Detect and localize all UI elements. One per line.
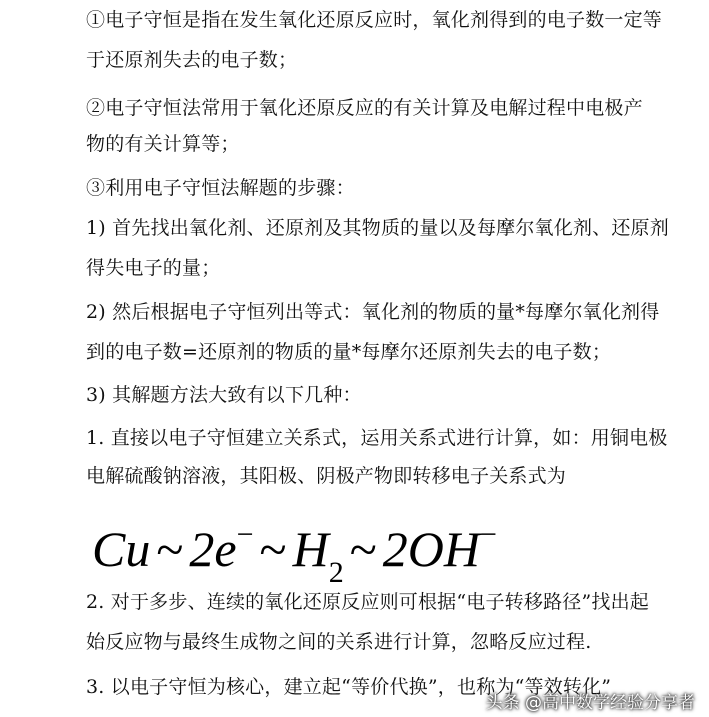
watermark-label: 头条 @高中数学经验分享者 — [485, 693, 695, 713]
formula-subscript: 2 — [328, 556, 344, 589]
text-line: 3. 以电子守恒为核心，建立起“等价代换”，也称为“等效转化” — [86, 676, 612, 698]
text-line: 物的有关计算等； — [86, 133, 240, 155]
text-line: 到的电子数=还原剂的物质的量*每摩尔还原剂失去的电子数； — [86, 341, 612, 363]
formula-superscript: − — [236, 518, 254, 551]
text-line: ①电子守恒是指在发生氧化还原反应时，氧化剂得到的电子数一定等 — [86, 9, 663, 31]
text-line: 2. 对于多步、连续的氧化还原反应则可根据“电子转移路径”找出起 — [86, 591, 649, 613]
text-line: 于还原剂失去的电子数； — [86, 49, 298, 71]
formula-tilde: ~ — [259, 521, 287, 577]
formula-superscript: − — [480, 518, 497, 551]
text-line: 始反应物与最终生成物之间的关系进行计算，忽略反应过程. — [86, 631, 592, 653]
text-line: 得失电子的量； — [86, 257, 221, 279]
text-line: ②电子守恒法常用于氧化还原反应的有关计算及电解过程中电极产 — [86, 97, 643, 119]
formula-tilde: ~ — [156, 521, 184, 577]
reaction-formula — [92, 505, 497, 589]
formula-term: Cu — [92, 521, 151, 577]
formula-term: H — [292, 521, 329, 577]
text-line: 3) 其解题方法大致有以下几种： — [86, 384, 362, 406]
formula-term: 2OH — [382, 521, 480, 577]
formula-tilde: ~ — [349, 521, 377, 577]
text-line: 1. 直接以电子守恒建立关系式，运用关系式进行计算，如：用铜电极 — [86, 427, 668, 449]
text-line: ③利用电子守恒法解题的步骤： — [86, 177, 355, 199]
formula-term: 2e — [189, 521, 237, 577]
text-line: 1) 首先找出氧化剂、还原剂及其物质的量以及每摩尔氧化剂、还原剂 — [86, 217, 669, 239]
text-line: 电解硫酸钠溶液，其阳极、阴极产物即转移电子关系式为 — [86, 465, 567, 487]
text-line: 2) 然后根据电子守恒列出等式：氧化剂的物质的量*每摩尔氧化剂得 — [86, 301, 660, 323]
